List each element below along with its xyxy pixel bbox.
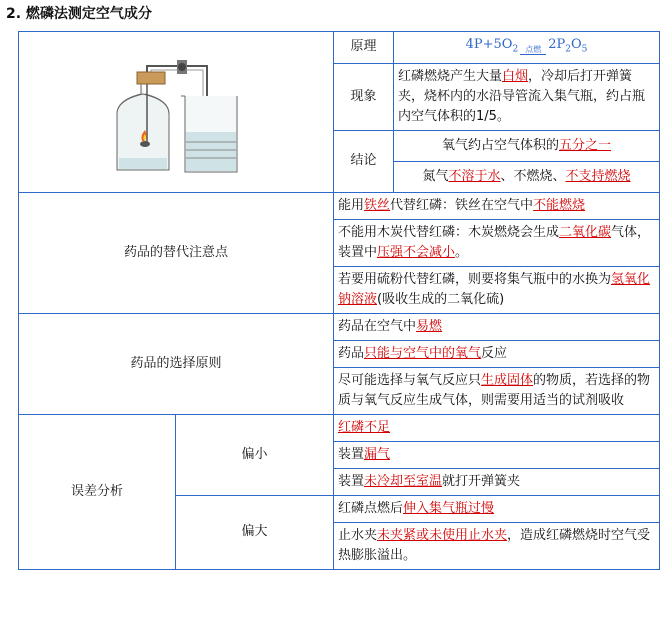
apparatus-illustration — [19, 34, 333, 182]
conclusion-line1: 氧气约占空气体积的五分之一 — [394, 131, 659, 162]
substitute-row-3: 若要用硫粉代替红磷，则要将集气瓶中的水换为氢氧化钠溶液(吸收生成的二氧化硫) — [334, 266, 660, 313]
phenomenon-label: 现象 — [334, 63, 394, 130]
selection-row-1: 药品在空气中易燃 — [334, 313, 660, 340]
principle-label: 原理 — [334, 32, 394, 64]
conclusion-label: 结论 — [334, 130, 394, 192]
error-low-row-2: 装置漏气 — [334, 441, 660, 468]
ignite-condition: 点燃 — [525, 44, 542, 54]
error-high-row-1: 红磷点燃后伸入集气瓶过慢 — [334, 495, 660, 522]
section-title: 2. 燃磷法测定空气成分 — [6, 6, 152, 22]
error-low-row-1: 红磷不足 — [334, 414, 660, 441]
substitute-row-2: 不能用木炭代替红磷：木炭燃烧会生成二氧化碳气体，装置中压强不会减小。 — [334, 219, 660, 266]
error-low-label: 偏小 — [176, 414, 334, 495]
air-composition-table — [18, 31, 660, 570]
phenomenon-text: 红磷燃烧产生大量白烟，冷却后打开弹簧夹，烧杯内的水沿导管流入集气瓶，约占瓶内空气体积的1/5。 — [394, 63, 660, 130]
conclusion-line2: 氮气不溶于水、不燃烧、不支持燃烧 — [422, 168, 631, 184]
selection-row-2: 药品只能与空气中的氧气反应 — [334, 340, 660, 367]
substitute-label: 药品的替代注意点 — [19, 192, 334, 313]
error-analysis-label: 误差分析 — [19, 414, 176, 569]
error-high-label: 偏大 — [176, 495, 334, 569]
apparatus-diagram — [19, 32, 334, 193]
error-low-row-3: 装置未冷却至室温就打开弹簧夹 — [334, 468, 660, 495]
selection-row-3: 尽可能选择与氧气反应只生成固体的物质，若选择的物质与氧气反应生成气体，则需要用适当的试剂吸收 — [334, 367, 660, 414]
error-high-row-2: 止水夹未夹紧或未使用止水夹，造成红磷燃烧时空气受热膨胀溢出。 — [334, 522, 660, 569]
substitute-row-1: 能用铁丝代替红磷：铁丝在空气中不能燃烧 — [334, 192, 660, 219]
principle-formula: $4P+5O_2$ 点燃 $2P_2O_5$ — [394, 32, 660, 64]
conclusion-cell — [394, 130, 660, 192]
selection-label: 药品的选择原则 — [19, 313, 334, 414]
